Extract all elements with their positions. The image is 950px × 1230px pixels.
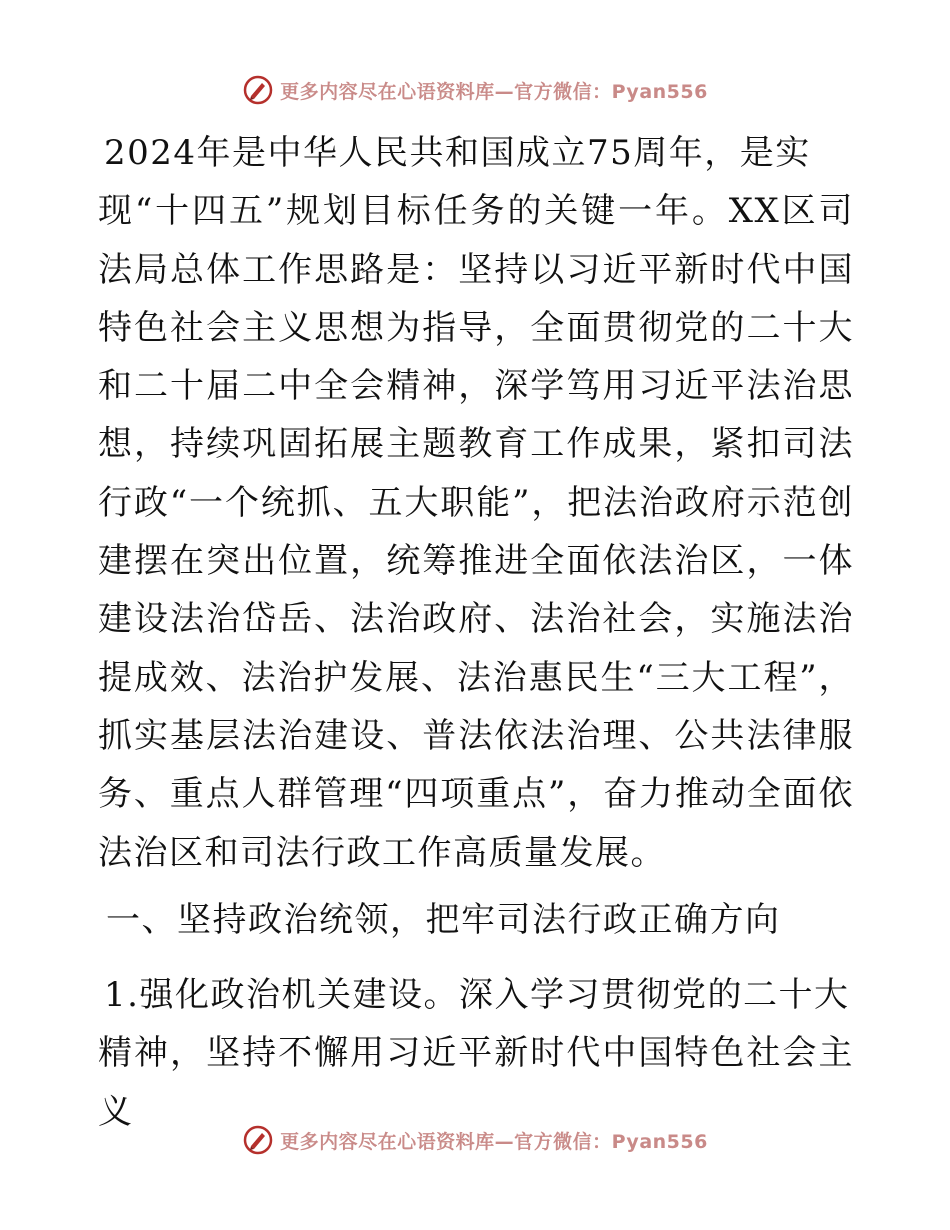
paragraph-item-1-first-line: 1.强化政治机关建设。深入学习贯彻党的二十大 <box>104 975 850 1015</box>
body-text <box>98 124 854 882</box>
watermark-text: 更多内容尽在心语资料库—官方微信：Pyan556 <box>280 80 708 103</box>
pen-logo-icon <box>242 1124 274 1156</box>
body-text-2 <box>98 966 854 1141</box>
pen-logo-icon <box>242 74 274 106</box>
paragraph-item-1 <box>98 966 854 1141</box>
watermark-header <box>0 70 950 110</box>
paragraph-intro-body: 现“十四五”规划目标任务的关键一年。XX区司法局总体工作思路是：坚持以习近平新时代中国特色社会主义思想为指导，全面贯彻党的二十大和二十届二中全会精神，深学笃用习近平法治思想，持续巩固拓展主题教育工作成果，紧扣司法行政“一个统抓、五大职能”，把法治政府示范创建摆在突出位置，统筹推进全面依法治区，一体建设法治岱岳、法治政府、法治社会，实施法治提成效、法治护发展、法治惠民生“三大工程”，抓实基层法治建设、普法依法治理、公共法律服务、重点人群管理“四项重点”，奋力推动全面依法治区和司法行政工作高质量发展。 <box>98 191 854 873</box>
paragraph-intro <box>98 124 854 882</box>
paragraph-intro-first-line: 2024年是中华人民共和国成立75周年，是实 <box>104 133 811 173</box>
watermark-footer <box>0 1120 950 1160</box>
paragraph-item-1-body: 精神，坚持不懈用习近平新时代中国特色社会主义 <box>98 1033 854 1132</box>
watermark-text: 更多内容尽在心语资料库—官方微信：Pyan556 <box>280 1130 708 1153</box>
section-heading-1: 一、坚持政治统领，把牢司法行政正确方向 <box>106 900 781 940</box>
